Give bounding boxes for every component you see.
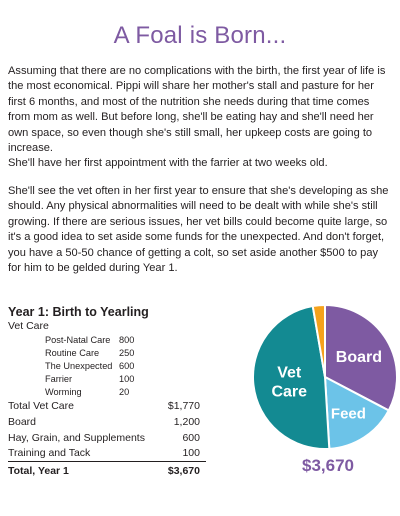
total-value: $3,670 (167, 465, 200, 477)
slice-label-feed: Feed (330, 405, 366, 423)
row-label: Hay, Grain, and Supplements (8, 432, 145, 444)
vet-item-row (8, 385, 206, 399)
paragraph-first-year: Assuming that there are no complications with the birth, the first year of life is the most economical. Pippi will share her mother's stall and pasture for her first 6 months, and most of the nutrition she needs during that time comes from mom as well. But before long, she'll be eating hay and she'll need her own space, so even though she's still small, her upkeep costs are going to increase. (8, 65, 386, 155)
total-row (8, 464, 206, 478)
vet-item-label: Farrier (45, 374, 73, 384)
vet-item-label: Worming (45, 387, 82, 397)
table-row (8, 415, 206, 429)
vet-item-label: Routine Care (45, 348, 100, 358)
cost-pie-chart (250, 300, 400, 456)
vet-item-label: Post-Natal Care (45, 335, 111, 345)
slice-label-vet-care: Vet Care (271, 364, 308, 401)
row-value: 1,200 (173, 416, 200, 428)
vet-item-value: 600 (119, 361, 135, 371)
row-value: 600 (182, 432, 200, 444)
vet-item-row (8, 346, 206, 360)
total-label: Total, Year 1 (8, 465, 69, 477)
vet-item-value: 250 (119, 348, 135, 358)
table-row (8, 446, 206, 460)
vet-item-row (8, 333, 206, 347)
slice-label-board: Board (335, 349, 383, 367)
row-value: 100 (182, 447, 200, 459)
row-label: Total Vet Care (8, 400, 74, 412)
row-label: Training and Tack (8, 447, 91, 459)
paragraph-farrier: She'll have her first appointment with the farrier at two weeks old. (8, 157, 328, 169)
vet-care-label: Vet Care (8, 320, 49, 332)
pie-total-label: $3,670 (302, 456, 354, 475)
table-row (8, 431, 206, 445)
total-divider (8, 461, 206, 462)
vet-item-label: The Unexpected (45, 361, 113, 371)
table-row (8, 399, 206, 413)
page-title: A Foal is Born... (113, 22, 287, 49)
paragraph-vet: She'll see the vet often in her first year to ensure that she's developing as she should. Any physical abnormalities will need to be dealt with while she's still growing. If there are serious issues, her vet bills could become quite large, so it's a good idea to set aside some funds for the unexpected. And don't forget, you have a 50-50 chance of getting a colt, so set aside another $500 to pay for him to be gelded during Year 1. (8, 185, 389, 275)
row-label: Board (8, 416, 37, 428)
vet-item-row (8, 359, 206, 373)
row-value: $1,770 (167, 400, 200, 412)
vet-item-value: 800 (119, 335, 135, 345)
vet-item-value: 100 (119, 374, 135, 384)
vet-care-label-row (8, 319, 206, 333)
cost-table-heading: Year 1: Birth to Yearling (8, 305, 149, 319)
vet-item-row (8, 372, 206, 386)
vet-item-value: 20 (119, 387, 130, 397)
